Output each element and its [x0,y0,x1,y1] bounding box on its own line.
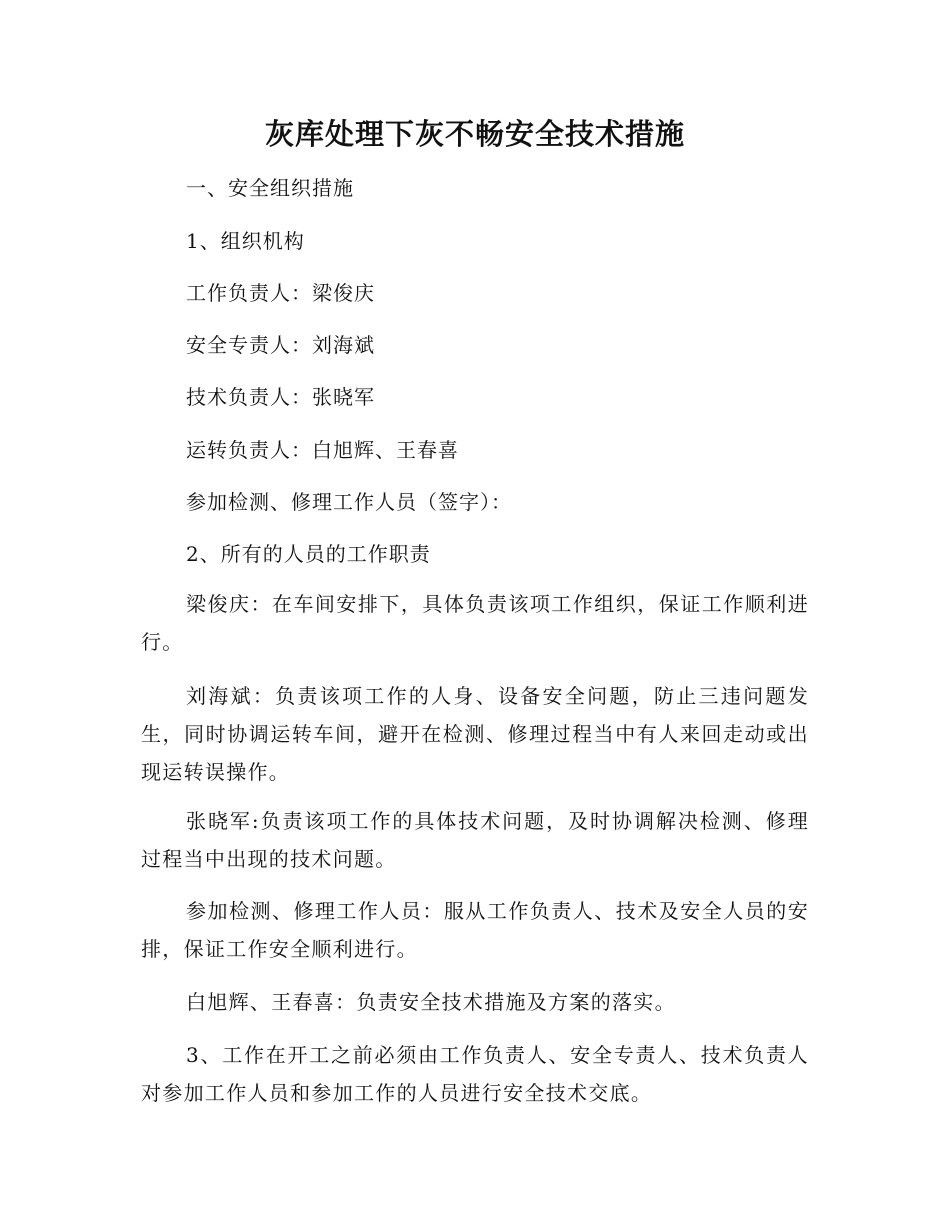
role-line: 工作负责人：梁俊庆 [186,281,375,305]
section-heading: 一、安全组织措施 [186,176,354,200]
document-title: 灰库处理下灰不畅安全技术措施 [264,117,685,151]
subsection-heading: 2、所有的人员的工作职责 [186,542,431,566]
role-line: 运转负责人：白旭辉、王春喜 [186,438,459,462]
duty-paragraph: 张晓军:负责该项工作的具体技术问题，及时协调解决检测、修理过程当中出现的技术问题。 [141,809,809,871]
subsection-heading: 1、组织机构 [186,229,305,253]
signature-line: 参加检测、修理工作人员（签字）： [186,490,512,514]
duty-paragraph: 白旭辉、王春喜：负责安全技术措施及方案的落实。 [186,990,676,1014]
role-line: 安全专责人：刘海斌 [186,333,375,357]
duty-paragraph: 梁俊庆：在车间安排下，具体负责该项工作组织，保证工作顺利进行。 [141,592,809,654]
duty-paragraph: 参加检测、修理工作人员：服从工作负责人、技术及安全人员的安排，保证工作安全顺利进行。 [141,899,809,961]
role-line: 技术负责人：张晓军 [186,385,375,409]
numbered-paragraph: 3、工作在开工之前必须由工作负责人、安全专责人、技术负责人对参加工作人员和参加工作的人员进行安全技术交底。 [141,1043,809,1105]
duty-paragraph: 刘海斌：负责该项工作的人身、设备安全问题，防止三违问题发生，同时协调运转车间，避开在检测、修理过程当中有人来回走动或出现运转误操作。 [141,684,809,784]
